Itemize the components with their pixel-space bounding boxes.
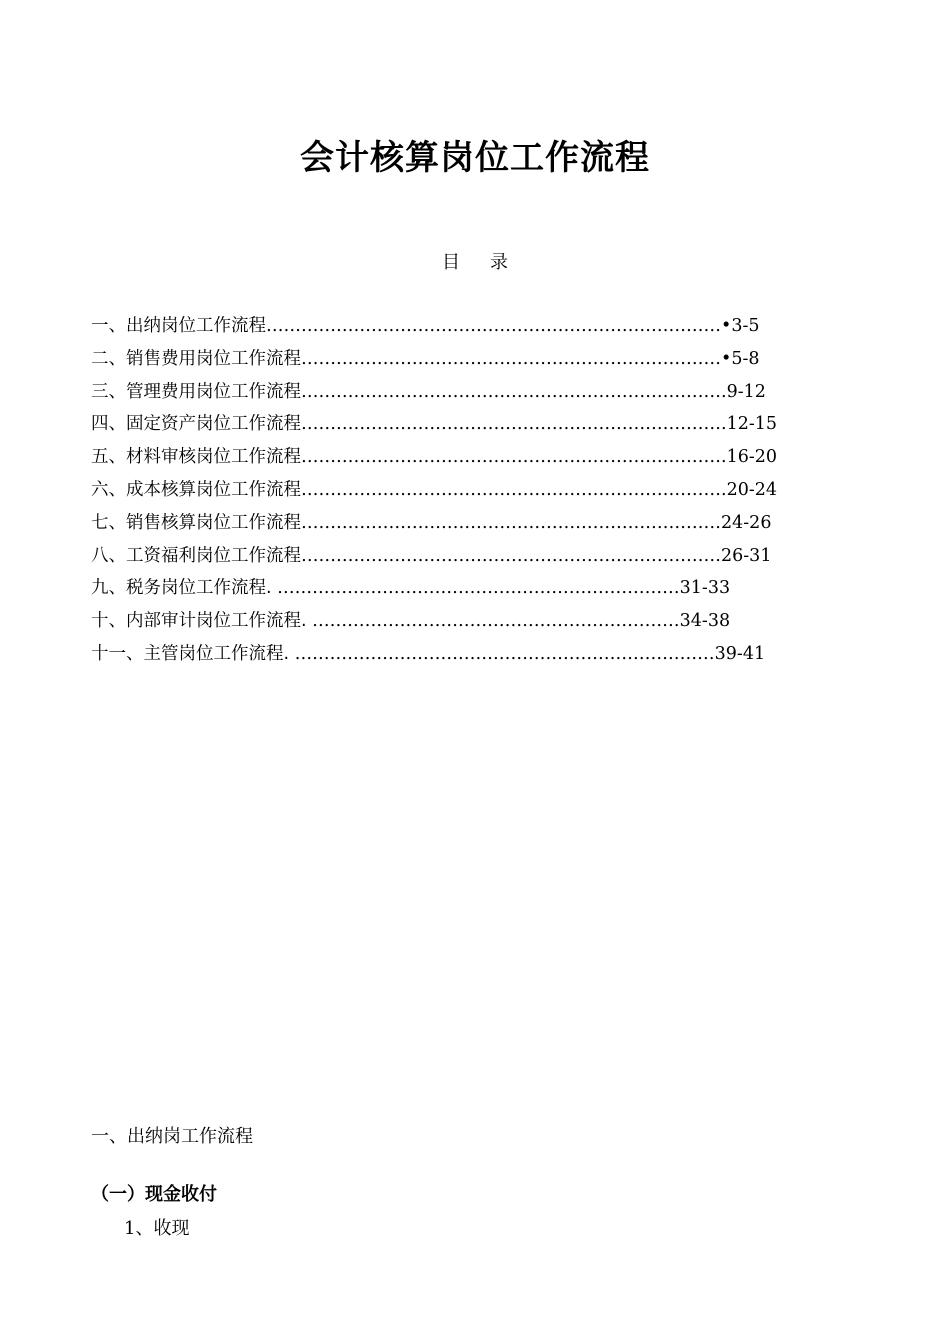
toc-entry-page: .16-20 bbox=[721, 447, 778, 468]
toc-entry-leader: …………………………………………………………… bbox=[271, 578, 680, 599]
toc-entry[interactable] bbox=[91, 376, 851, 409]
toc-entry-page: 26-31 bbox=[721, 545, 772, 566]
toc-entry-label: 八、工资福利岗位工作流程 bbox=[91, 545, 301, 566]
toc-entry-label: 四、固定资产岗位工作流程 bbox=[91, 414, 301, 435]
toc-entry[interactable] bbox=[91, 343, 851, 376]
toc-entry-leader: ……………………………………………………………… bbox=[301, 512, 721, 533]
toc-entry-leader: ……………………………………………………………… bbox=[301, 348, 721, 369]
toc-entry-label: 十一、主管岗位工作流程. bbox=[91, 643, 290, 664]
toc-entry-label: 十、内部审计岗位工作流程. bbox=[91, 611, 307, 632]
toc-entry-leader: ……………………………………………………………… bbox=[301, 447, 721, 468]
toc-entry-leader: ……………………………………………………………… bbox=[301, 414, 721, 435]
toc-entry[interactable] bbox=[91, 441, 851, 474]
toc-entry[interactable] bbox=[91, 638, 851, 671]
toc-entry-label: 二、销售费用岗位工作流程 bbox=[91, 348, 301, 369]
toc-entry-label: 五、材料审核岗位工作流程 bbox=[91, 447, 301, 468]
toc-entry-label: 七、销售核算岗位工作流程 bbox=[91, 512, 301, 533]
toc-entry-leader: ……………………………………………………………… bbox=[301, 479, 721, 500]
toc-entry-leader: …………………………………………………………………… bbox=[266, 316, 721, 336]
toc-entry-page: •5-8 bbox=[721, 348, 760, 369]
toc-entry-leader: ……………………………………………………………… bbox=[301, 545, 721, 566]
toc-entry-label: 三、管理费用岗位工作流程 bbox=[91, 381, 301, 402]
toc-heading-char-2: 录 bbox=[490, 252, 508, 273]
toc-entry-page: 34-38 bbox=[679, 611, 731, 632]
toc-entry[interactable] bbox=[91, 474, 851, 507]
section-heading: 一、出纳岗工作流程 bbox=[91, 1126, 253, 1147]
toc-entry-page: •3-5 bbox=[721, 316, 760, 336]
toc-entry-label: 一、出纳岗位工作流程 bbox=[91, 316, 266, 336]
toc-entry-page: .20-24 bbox=[721, 479, 778, 500]
toc-entry[interactable] bbox=[91, 310, 851, 343]
toc-entry-leader: ……………………………………………………… bbox=[306, 611, 680, 632]
table-of-contents bbox=[91, 310, 851, 671]
toc-entry[interactable] bbox=[91, 605, 851, 638]
toc-entry-leader: ……………………………………………………………… bbox=[289, 643, 715, 664]
toc-heading bbox=[0, 250, 950, 276]
sub-heading: （一）现金收付 bbox=[91, 1184, 217, 1205]
toc-entry[interactable] bbox=[91, 408, 851, 441]
document-title: 会计核算岗位工作流程 bbox=[300, 138, 650, 178]
toc-entry-page: .9-12 bbox=[721, 381, 766, 402]
toc-heading-char-1: 目 bbox=[442, 252, 460, 273]
toc-entry-label: 六、成本核算岗位工作流程 bbox=[91, 479, 301, 500]
toc-entry[interactable] bbox=[91, 540, 851, 573]
toc-entry-page: 31-33 bbox=[679, 578, 731, 599]
toc-entry-page: .12-15 bbox=[721, 414, 778, 435]
item-heading: 1、收现 bbox=[124, 1218, 190, 1239]
toc-entry[interactable] bbox=[91, 507, 851, 540]
toc-entry-page: 39-41 bbox=[714, 643, 766, 664]
toc-entry[interactable] bbox=[91, 572, 851, 605]
toc-entry-leader: ……………………………………………………………… bbox=[301, 381, 721, 402]
toc-entry-label: 九、税务岗位工作流程. bbox=[91, 578, 272, 599]
toc-entry-page: 24-26 bbox=[721, 512, 772, 533]
